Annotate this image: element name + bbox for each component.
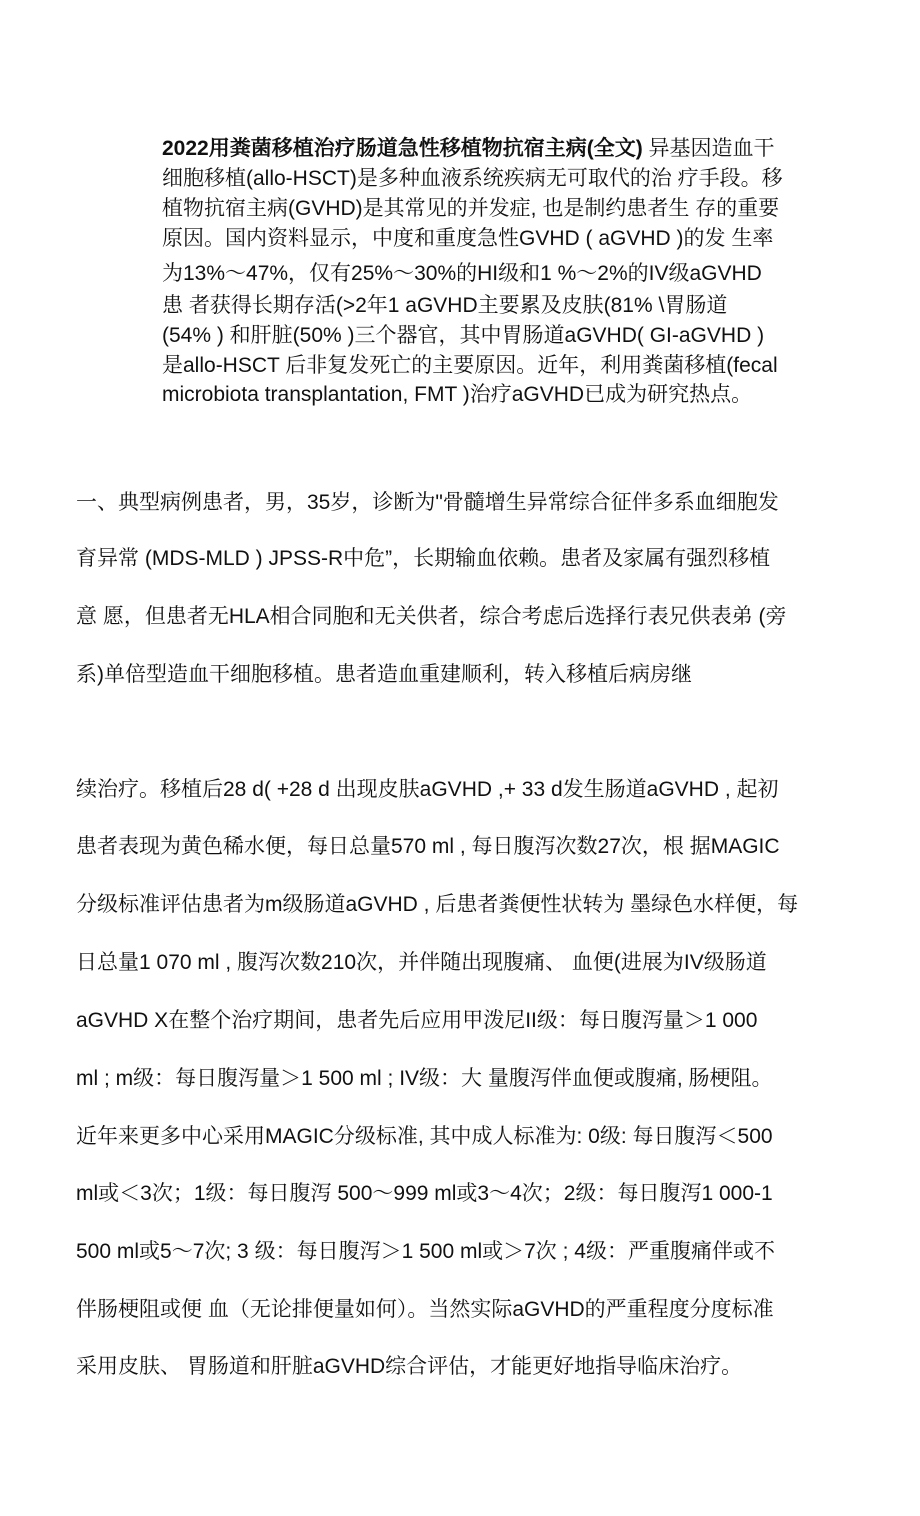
treatment-line: ml或＜3次；1级：每日腹泻 500〜999 ml或3〜4次；2级：每日腹泻1 000-1 (76, 1182, 773, 1205)
treatment-line: 近年来更多中心采用MAGIC分级标准, 其中成人标准为: 0级: 每日腹泻＜500 (76, 1125, 773, 1148)
treatment-line: 日总量1 070 ml , 腹泻次数210次，并伴随出现腹痛、 血便(进展为IV级肠道 (76, 951, 767, 974)
intro-line: 患 者获得长期存活(>2年1 aGVHD主要累及皮肤(81% \胃肠道 (162, 294, 728, 317)
article-title: 2022用粪菌移植治疗肠道急性移植物抗宿主病(全文) (162, 137, 643, 160)
intro-line: microbiota transplantation, FMT )治疗aGVHD已成为研究热点。 (162, 383, 753, 406)
treatment-line: 500 ml或5〜7次; 3 级：每日腹泻＞1 500 ml或＞7次 ; 4级：严重腹痛伴或不 (76, 1240, 775, 1263)
intro-line: 植物抗宿主病(GVHD)是其常见的并发症, 也是制约患者生 存的重要 (162, 197, 780, 220)
intro-line-1 (162, 136, 775, 162)
treatment-line: 分级标准评估患者为m级肠道aGVHD , 后患者粪便性状转为 墨绿色水样便，每 (76, 893, 799, 916)
treatment-line: 采用皮肤、 胃肠道和肝脏aGVHD综合评估，才能更好地指导临床治疗。 (76, 1355, 743, 1378)
treatment-line: 患者表现为黄色稀水便，每日总量570 ml , 每日腹泻次数27次，根 据MAGIC (76, 835, 780, 858)
intro-line: 为13%〜47%，仅有25%〜30%的HI级和1 %〜2%的IV级aGVHD (162, 262, 762, 285)
intro-line: (54% ) 和肝脏(50% )三个器官，其中胃肠道aGVHD( GI-aGVHD ) (162, 324, 765, 347)
case-line: 一、典型病例患者，男，35岁，诊断为"骨髓增生异常综合征伴多系血细胞发 (76, 491, 779, 514)
intro-line: 细胞移植(allo-HSCT)是多种血液系统疾病无可取代的治 疗手段。移 (162, 167, 783, 190)
treatment-line: 伴肠梗阻或便 血（无论排便量如何）。当然实际aGVHD的严重程度分度标准 (76, 1298, 774, 1321)
intro-line: 是allo-HSCT 后非复发死亡的主要原因。近年，利用粪菌移植(fecal (162, 354, 778, 377)
treatment-line: aGVHD X在整个治疗期间，患者先后应用甲泼尼II级：每日腹泻量＞1 000 (76, 1009, 758, 1032)
case-line: 意 愿，但患者无HLA相合同胞和无关供者，综合考虑后选择行表兄供表弟 (旁 (76, 605, 787, 628)
case-line: 系)单倍型造血干细胞移植。患者造血重建顺利，转入移植后病房继 (76, 663, 692, 686)
case-line: 育异常 (MDS-MLD ) JPSS-R中危”，长期输血依赖。患者及家属有强烈移植 (76, 547, 771, 570)
intro-line-1-rest: 异基因造血干 (648, 137, 775, 160)
treatment-line: ml ; m级：每日腹泻量＞1 500 ml ; IV级：大 量腹泻伴血便或腹痛, 肠梗阻。 (76, 1067, 773, 1090)
intro-line: 原因。国内资料显示，中度和重度急性GVHD ( aGVHD )的发 生率 (162, 227, 774, 250)
treatment-line: 续治疗。移植后28 d( +28 d 出现皮肤aGVHD ,+ 33 d发生肠道aGVHD , 起初 (76, 778, 779, 801)
